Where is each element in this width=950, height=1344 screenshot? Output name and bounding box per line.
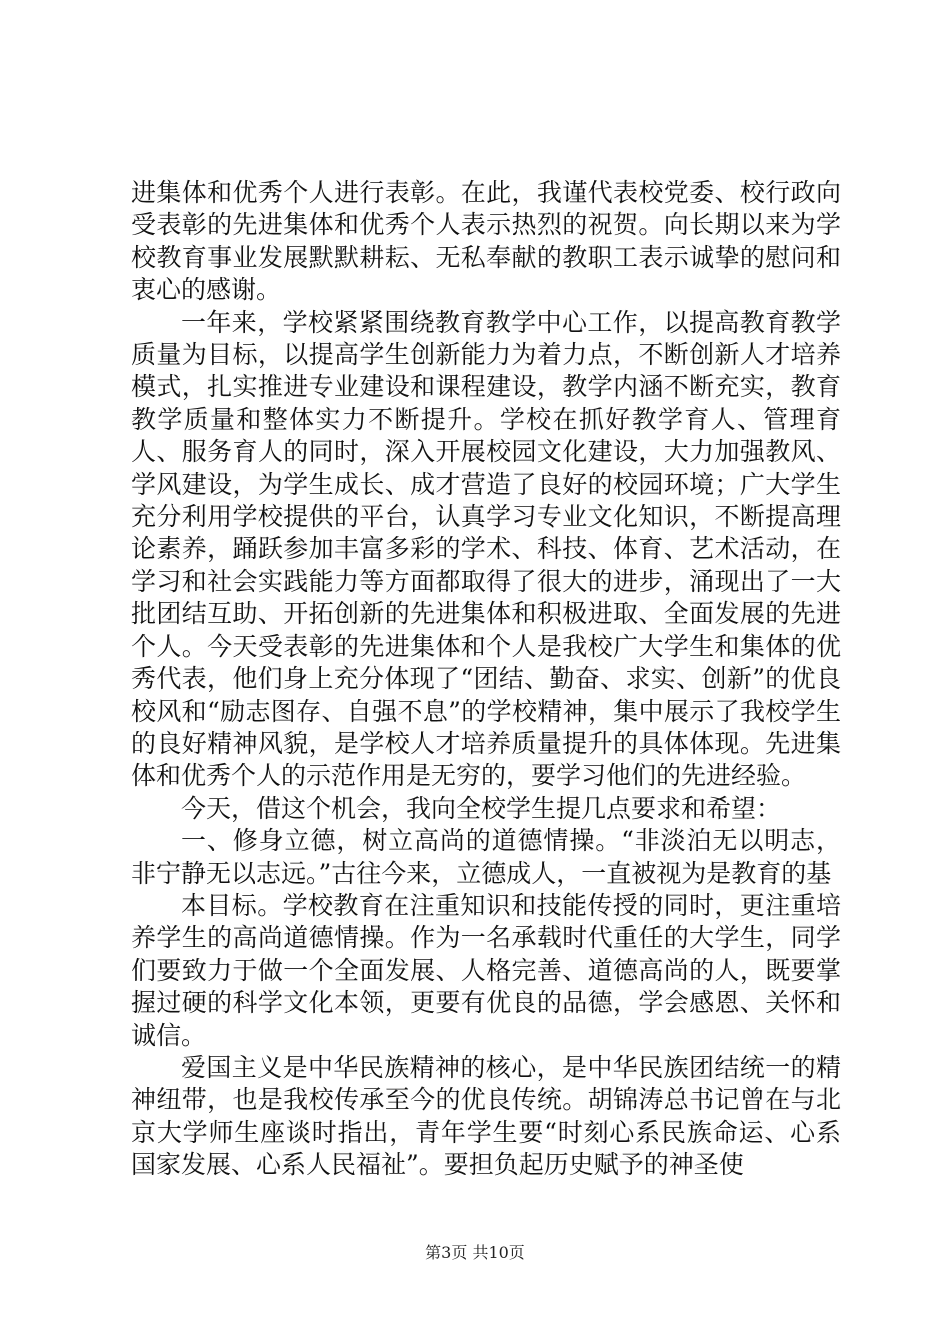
paragraph-1: 进集体和优秀个人进行表彰。在此，我谨代表校党委、校行政向受表彰的先进集体和优秀个人表示热烈的祝贺。向长期以来为学校教育事业发展默默耕耘、无私奉献的教职工表示诚挚的慰问和衷心的感谢。: [131, 178, 841, 305]
paragraph-6: 爱国主义是中华民族精神的核心，是中华民族团结统一的精神纽带，也是我校传承至今的优良传统。胡锦涛总书记曾在与北京大学师生座谈时指出，青年学生要“时刻心系民族命运、心系国家发展、心系人民福祉”。要担负起历史赋予的神圣使: [131, 1052, 841, 1180]
paragraph-4: 一、修身立德，树立高尚的道德情操。“非淡泊无以明志，非宁静无以志远。”古往今来，立德成人，一直被视为是教育的基: [131, 826, 841, 888]
body-text: [131, 177, 841, 1182]
paragraph-5: 本目标。学校教育在注重知识和技能传授的同时，更注重培养学生的高尚道德情操。作为一名承载时代重任的大学生，同学们要致力于做一个全面发展、人格完善、道德高尚的人，既要掌握过硬的科学文化本领，更要有优良的品德，学会感恩、关怀和诚信。: [131, 890, 841, 1050]
paragraph-3: 今天，借这个机会，我向全校学生提几点要求和希望：: [181, 793, 782, 823]
page-number-footer: 第3页 共10页: [425, 1243, 525, 1262]
paragraph-2: 一年来，学校紧紧围绕教育教学中心工作，以提高教育教学质量为目标，以提高学生创新能力为着力点，不断创新人才培养模式，扎实推进专业建设和课程建设，教学内涵不断充实，教育教学质量和整体实力不断提升。学校在抓好教学育人、管理育人、服务育人的同时，深入开展校园文化建设，大力加强教风、学风建设，为学生成长、成才营造了良好的校园环境；广大学生充分利用学校提供的平台，认真学习专业文化知识，不断提高理论素养，踊跃参加丰富多彩的学术、科技、体育、艺术活动，在学习和社会实践能力等方面都取得了很大的进步，涌现出了一大批团结互助、开拓创新的先进集体和积极进取、全面发展的先进个人。今天受表彰的先进集体和个人是我校广大学生和集体的优秀代表，他们身上充分体现了“团结、勤奋、求实、创新”的优良校风和“励志图存、自强不息”的学校精神，集中展示了我校学生的良好精神风貌，是学校人才培养质量提升的具体体现。先进集体和优秀个人的示范作用是无穷的，要学习他们的先进经验。: [131, 307, 841, 791]
